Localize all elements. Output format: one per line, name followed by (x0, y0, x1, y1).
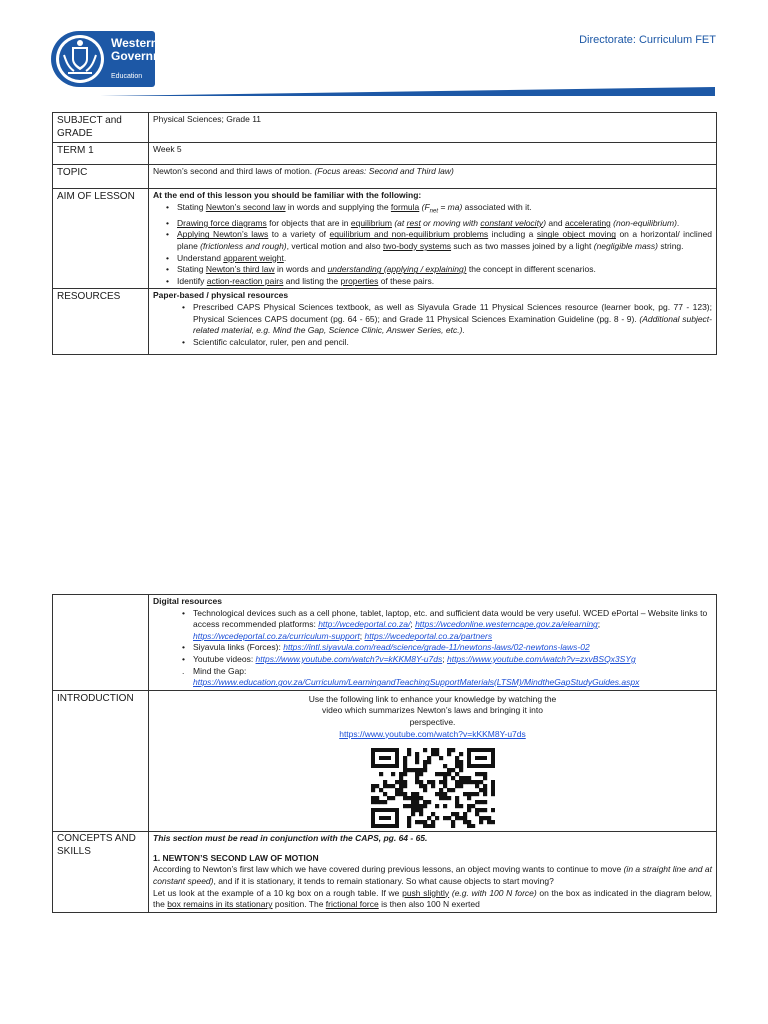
intro-label: INTRODUCTION (53, 690, 149, 831)
row-aim (53, 189, 717, 289)
subject-value: Physical Sciences; Grade 11 (149, 113, 717, 143)
list-item: . Mind the Gap: https://www.education.gov.za/Curriculum/LearningandTeachingSupportMaterials(LTSM)/MindtheGapStudyGuides.aspx (193, 666, 712, 689)
resources-heading: Paper-based / physical resources (153, 290, 289, 301)
concepts-content (149, 832, 717, 913)
lesson-table (52, 112, 717, 355)
youtube-link-1[interactable]: https://www.youtube.com/watch?v=kKKM8Y-u7ds (255, 653, 443, 664)
intro-line2: video which summarizes Newton’s laws and bringing it into (322, 705, 543, 716)
term-value: Week 5 (149, 143, 717, 165)
row-resources (53, 289, 717, 355)
resources-label: RESOURCES (53, 289, 149, 355)
intro-line1: Use the following link to enhance your knowledge by watching the (308, 693, 557, 704)
resources-content (149, 289, 717, 355)
term-label: TERM 1 (53, 143, 149, 165)
list-item: • Understand apparent weight. (177, 253, 712, 265)
topic-text: Newton’s second and third laws of motion. (153, 166, 313, 176)
concepts-paragraph-1: According to Newton’s first law which we have covered during previous lessons, an object moving wants to continue to move (in a straight line and at constant speed), and if it is stationary, it tends to remain stationary. So what cause objects to start moving? (153, 864, 712, 886)
mind-the-gap-link[interactable]: https://www.education.gov.za/Curriculum/LearningandTeachingSupportMaterials(LTSM)/MindtheGapStudyGuides.aspx (193, 677, 640, 688)
list-item: • Stating Newton’s third law in words and understanding (applying / explaining) the concept in different scenarios. (177, 264, 712, 276)
header-bar (100, 87, 715, 96)
list-item: • Applying Newton’s laws to a variety of equilibrium and non-equilibrium problems including a single object moving on a horizontal/ inclined plane (frictionless and rough), vertical motion and also two-body systems such as two masses joined by a light (negligible mass) string. (177, 229, 712, 252)
digital-label-empty (53, 595, 149, 691)
row-topic (53, 165, 717, 189)
wced-curriculum-link[interactable]: https://wcedeportal.co.za/curriculum-support (193, 630, 360, 641)
intro-video-link[interactable]: https://www.youtube.com/watch?v=kKKM8Y-u7ds (339, 728, 526, 739)
coat-of-arms-icon (54, 33, 106, 85)
list-item: • Drawing force diagrams for objects that are in equilibrium (at rest or moving with constant velocity) and accelerating (non-equilibrium). (177, 218, 712, 230)
list-item: • Prescribed CAPS Physical Sciences textbook, as well as Siyavula Grade 11 Physical Sciences resource (learner book, pg. 77 - 123); Physical Sciences CAPS document (pg. 64 - 65); and Grade 11 Physical Sciences Examination Guideline (pg. 8 - 9). (Additional subject-related material, e.g. Mind the Gap, Science Clinic, Answer Series, etc.). (193, 302, 712, 337)
siyavula-link[interactable]: https://intl.siyavula.com/read/science/grade-11/newtons-laws/02-newtons-laws-02 (283, 642, 590, 653)
logo-line1: Western Cape (111, 36, 191, 50)
resources-list (153, 302, 712, 348)
aim-content (149, 189, 717, 289)
aim-list (153, 202, 712, 288)
topic-focus: (Focus areas: Second and Third law) (314, 166, 454, 176)
digital-heading: Digital resources (153, 596, 222, 606)
concepts-note: This section must be read in conjunction with the CAPS, pg. 64 - 65. (153, 833, 428, 844)
lesson-table-continued (52, 594, 717, 913)
concepts-paragraph-2: Let us look at the example of a 10 kg box on a rough table. If we push slightly (e.g. with 100 N force) on the box as indicated in the diagram below, the box remains in its stationary position. The frictional force is then also 100 N exerted (153, 887, 712, 910)
topic-label: TOPIC (53, 165, 149, 189)
wced-partners-link[interactable]: https://wcedeportal.co.za/partners (364, 630, 493, 641)
qr-code-icon[interactable] (371, 748, 495, 828)
logo-line2: Government (111, 49, 182, 63)
list-item: • Youtube videos: https://www.youtube.com/watch?v=kKKM8Y-u7ds; https://www.youtube.com/watch?v=zxvBSQx3SYg (193, 654, 712, 666)
list-item: • Stating Newton’s second law in words and supplying the formula $(F_{net} = ma)$ associated with it. (177, 202, 712, 218)
list-item: • Siyavula links (Forces): https://intl.siyavula.com/read/science/grade-11/newtons-laws/02-newtons-laws-02 (193, 642, 712, 654)
directorate-label: Directorate: Curriculum FET (579, 34, 716, 46)
row-subject (53, 113, 717, 143)
list-item: • Identify action-reaction pairs and listing the properties of these pairs. (177, 276, 712, 288)
digital-list (153, 608, 712, 689)
aim-heading: At the end of this lesson you should be familiar with the following: (153, 190, 422, 200)
row-digital (53, 595, 717, 691)
list-item: • Technological devices such as a cell phone, tablet, laptop, etc. and sufficient data would be very useful. WCED ePortal – Website links to access recommended platforms: http://wcedeportal.co.za/; https://wcedonline.westerncape.gov.za/elearning; https://wcedeportal.co.za/curriculum-support; https://wcedeportal.co.za/partners (193, 608, 712, 643)
subject-label: SUBJECT and GRADE (53, 113, 149, 143)
logo-sub: Education (111, 73, 143, 80)
youtube-link-2[interactable]: https://www.youtube.com/watch?v=zxvBSQx3SYg (446, 653, 636, 664)
row-introduction (53, 690, 717, 831)
list-item: • Scientific calculator, ruler, pen and pencil. (193, 337, 712, 349)
concepts-label: CONCEPTS AND SKILLS (53, 832, 149, 913)
intro-line3: perspective. (409, 716, 456, 727)
wced-elearning-link[interactable]: https://wcedonline.westerncape.gov.za/elearning (415, 619, 598, 630)
intro-content (149, 690, 717, 831)
topic-value (149, 165, 717, 189)
wced-eportal-link[interactable]: http://wcedeportal.co.za/ (318, 619, 411, 630)
concepts-heading: 1. NEWTON’S SECOND LAW OF MOTION (153, 852, 319, 863)
row-term (53, 143, 717, 165)
page-header (0, 0, 768, 100)
row-concepts (53, 832, 717, 913)
aim-label: AIM OF LESSON (53, 189, 149, 289)
digital-content (149, 595, 717, 691)
